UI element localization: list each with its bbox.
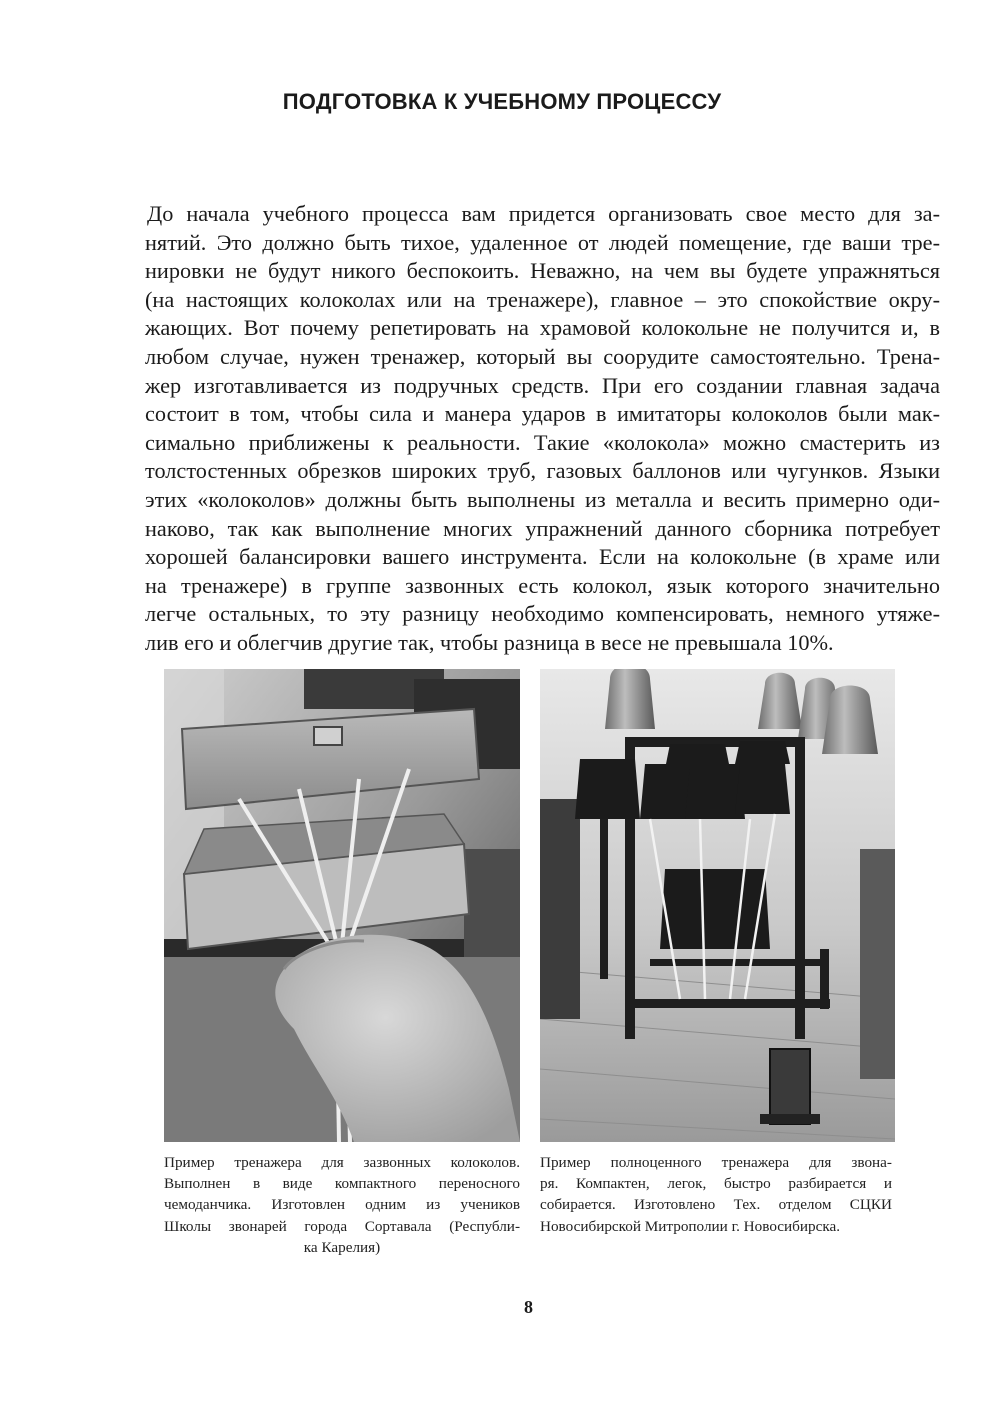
- full-trainer-photo: [540, 669, 895, 1142]
- caption-line: Пример тренажера для зазвонных колоколов.: [164, 1154, 520, 1171]
- figure-caption-left: [164, 1152, 520, 1258]
- paragraph-line: симально приближены к реальности. Такие «колокола» можно смастерить из: [145, 429, 940, 455]
- paragraph-line: на тренажере) в группе зазвонных есть колокол, язык которого значительно: [145, 572, 940, 598]
- paragraph-line: хорошей балансировки вашего инструмента. Если на колокольне (в храме или: [145, 544, 940, 570]
- page-number: 8: [524, 1297, 533, 1317]
- caption-line: Новосибирской Митрополии г. Новосибирска.: [540, 1217, 841, 1235]
- section-heading: ПОДГОТОВКА К УЧЕБНОМУ ПРОЦЕССУ: [282, 89, 722, 114]
- paragraph-line: легче остальных, то эту разницу необходимо компенсировать, немного утяже-: [145, 601, 940, 627]
- caption-line: Школы звонарей города Сортавала (Республи-: [164, 1217, 520, 1235]
- paragraph-line: нировки не будут никого беспокоить. Неважно, на чем вы будете упражняться: [145, 258, 940, 284]
- caption-line: Пример полноценного тренажера для звона-: [540, 1154, 892, 1171]
- paragraph-line: жающих. Вот почему репетировать на храмовой колокольне не получится и, в: [145, 315, 940, 341]
- paragraph-line: (на настоящих колоколах или на тренажере), главное – это спокойствие окру-: [145, 286, 940, 312]
- paragraph-line: нятий. Это должно быть тихое, удаленное от людей помещение, где ваши тре-: [145, 229, 940, 255]
- suitcase-trainer-photo: [164, 669, 520, 1142]
- caption-line: чемоданчика. Изготовлен одним из учеников: [164, 1196, 520, 1214]
- paragraph-line: толстостенных обрезков широких труб, газовых баллонов или чугунков. Языки: [145, 458, 940, 484]
- caption-line: собирается. Изготовлено Тех. отделом СЦКИ: [540, 1196, 892, 1214]
- paragraph-line: наково, так как выполнение многих упражнений данного сборника потребует: [145, 515, 940, 541]
- paragraph-line: лив его и облегчив другие так, чтобы разница в весе не превышала 10%.: [145, 629, 834, 655]
- figure-caption-right: [540, 1152, 892, 1237]
- caption-line: Выполнен в виде компактного переносного: [164, 1175, 520, 1193]
- body-paragraph: [145, 200, 940, 658]
- caption-line: ка Карелия): [303, 1238, 381, 1256]
- paragraph-line: состоит в том, чтобы сила и манера ударов в имитаторы колоколов были мак-: [145, 401, 940, 427]
- paragraph-line: жер изготавливается из подручных средств. При его создании главная задача: [145, 372, 940, 398]
- paragraph-line: До начала учебного процесса вам придется организовать свое место для за-: [147, 201, 940, 226]
- paragraph-line: любом случае, нужен тренажер, который вы соорудите самостоятельно. Трена-: [145, 343, 940, 369]
- paragraph-line: этих «колоколов» должны быть выполнены из металла и весить примерно оди-: [145, 486, 940, 512]
- caption-line: ря. Компактен, легок, быстро разбирается и: [540, 1175, 892, 1193]
